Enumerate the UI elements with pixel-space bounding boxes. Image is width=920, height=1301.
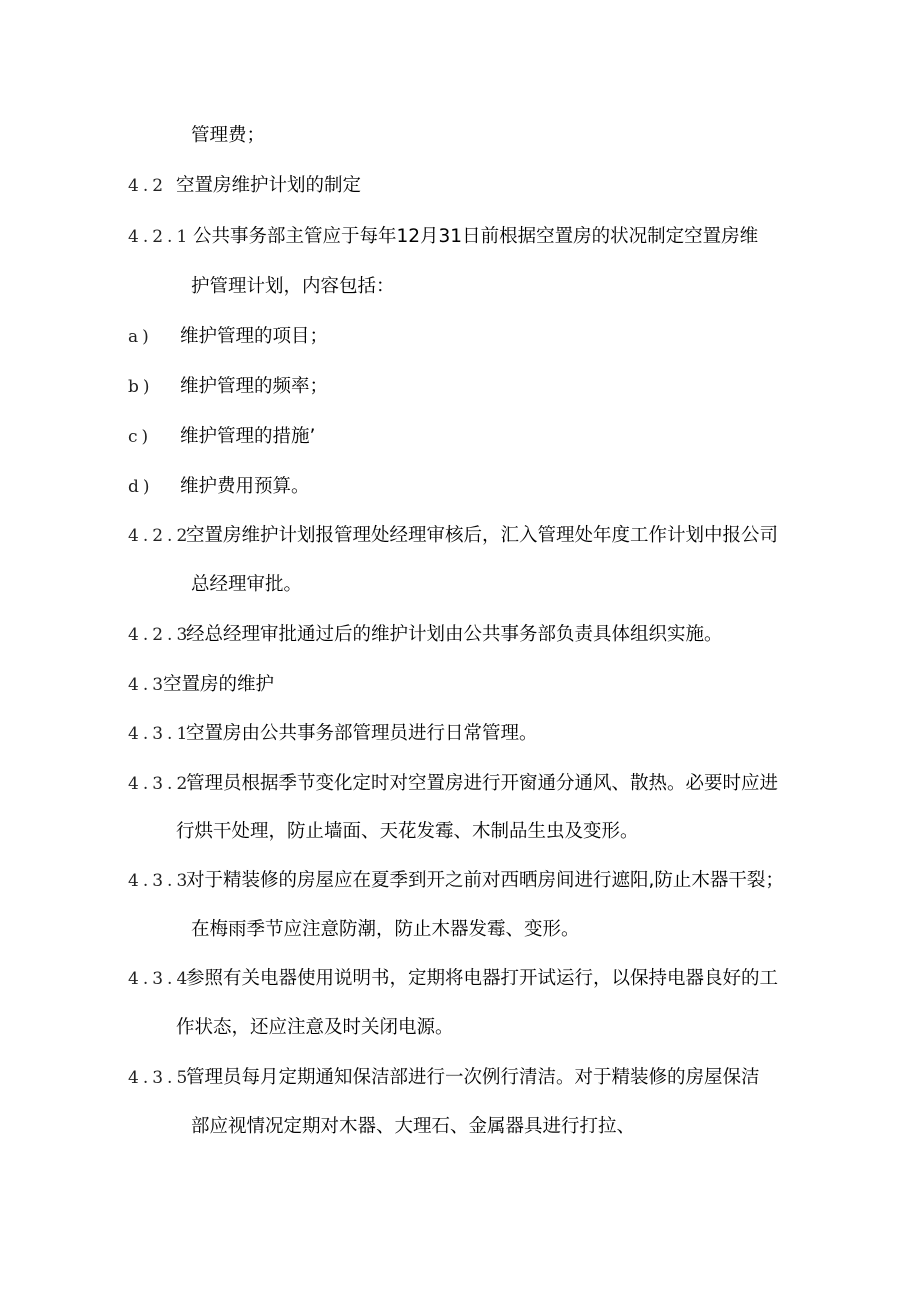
paragraph-line [0,719,920,749]
list-item-text: 维护管理的措施’ [180,426,316,447]
clause-text: 管理员根据季节变化定时对空置房进行开窗通分通风、散热。必要时应进 [186,773,779,794]
paragraph-line [0,769,920,799]
list-item [0,472,920,502]
paragraph-line [0,570,920,600]
list-item [0,322,920,352]
section-heading [0,171,920,201]
list-item-text: 维护费用预算。 [180,476,310,497]
clause-text: 空置房维护计划的制定 [176,175,362,196]
paragraph-line [0,620,920,650]
clause-number: 4.3.4 [128,969,192,989]
clause-number: 4.3.5 [128,1068,192,1088]
clause-number: 4.2.2 [128,526,192,546]
list-marker: d) [128,477,154,497]
clause-text: 部应视情况定期对木器、大理石、金属器具进行打拉、 [191,1116,636,1137]
clause-text: 公共事务部主管应于每年12月31日前根据空置房的状况制定空置房维 [193,226,759,247]
clause-text: 经总经理审批通过后的维护计划由公共事务部负责具体组织实施。 [186,624,723,645]
paragraph-line [0,1013,920,1043]
clause-number: 4.2.1 [128,227,192,247]
clause-text: 行烘干处理，防止墙面、天花发霉、木制品生虫及变形。 [176,821,639,842]
clause-text: 空置房维护计划报管理处经理审核后，汇入管理处年度工作计划中报公司 [186,525,779,546]
paragraph-line [0,915,920,945]
clause-text: 总经理审批。 [191,574,303,595]
clause-text: 空置房的维护 [163,674,275,695]
list-item-text: 维护管理的频率； [180,376,329,397]
clause-text: 在梅雨季节应注意防潮，防止木器发霉、变形。 [191,919,580,940]
list-marker: b) [128,377,154,397]
paragraph-line [0,272,920,302]
clause-text: 作状态，还应注意及时关闭电源。 [176,1017,454,1038]
list-marker: a) [128,327,153,347]
paragraph-line [0,121,920,151]
clause-number: 4.2 [128,176,168,196]
paragraph-line [0,817,920,847]
list-item [0,422,920,452]
section-heading [0,670,920,700]
clause-text: 管理费； [191,125,266,146]
clause-number: 4.3 [128,675,168,695]
clause-text: 空置房由公共事务部管理员进行日常管理。 [186,723,538,744]
paragraph-line [0,964,920,994]
list-item [0,372,920,402]
list-marker: c) [128,427,153,447]
paragraph-line [0,1112,920,1142]
clause-number: 4.3.3 [128,871,192,891]
clause-number: 4.2.3 [128,625,192,645]
clause-text: 参照有关电器使用说明书，定期将电器打开试运行，以保持电器良好的工 [186,968,779,989]
paragraph-line [0,521,920,551]
clause-number: 4.3.1 [128,724,192,744]
list-item-text: 维护管理的项目； [180,326,329,347]
clause-text: 对于精装修的房屋应在夏季到开之前对西晒房间进行遮阳,防止木器干裂； [186,870,784,891]
paragraph-line [0,222,920,252]
clause-number: 4.3.2 [128,774,192,794]
clause-text: 护管理计划，内容包括： [191,276,395,297]
paragraph-line [0,866,920,896]
paragraph-line [0,1063,920,1093]
clause-text: 管理员每月定期通知保洁部进行一次例行清洁。对于精装修的房屋保洁 [186,1067,760,1088]
